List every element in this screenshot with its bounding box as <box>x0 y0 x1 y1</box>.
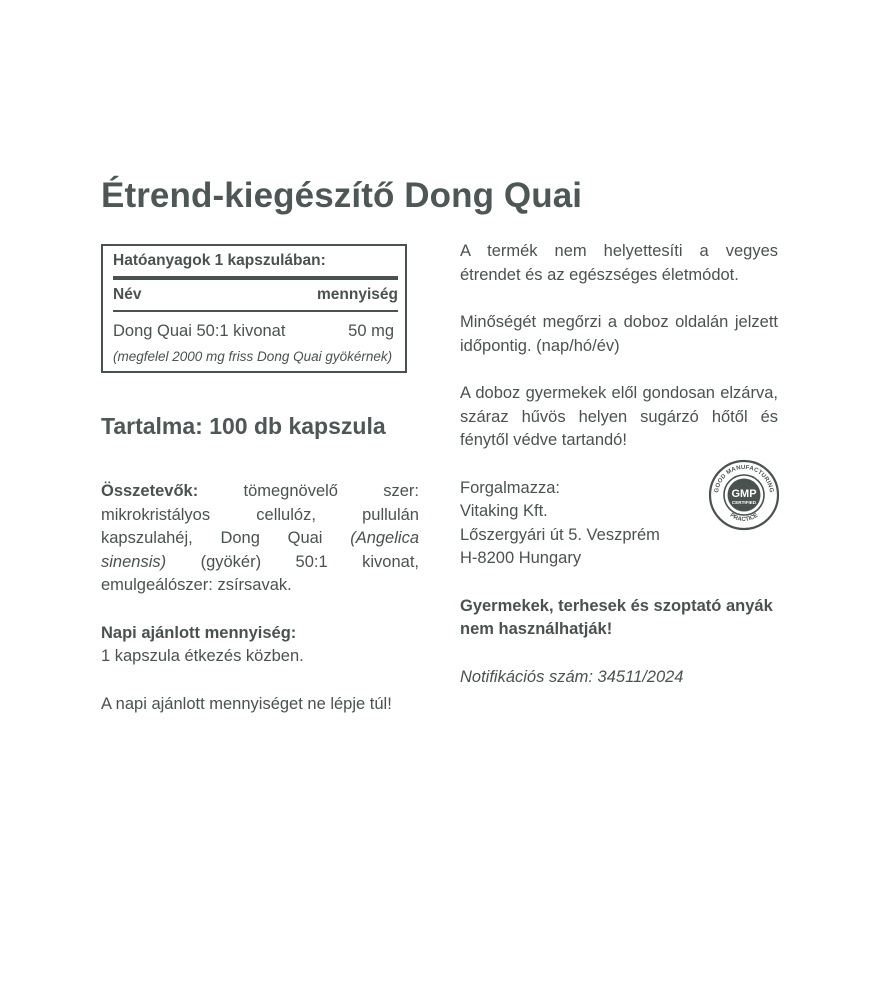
dosage-label: Napi ajánlott mennyiség: <box>101 623 297 642</box>
lifestyle-note: A termék nem helyettesíti a vegyes étrendet és az egészséges életmódot. <box>460 242 778 284</box>
ingredients-label: Összetevők: <box>101 482 199 500</box>
gmp-ring-top-text: GOOD MANUFACTURING <box>714 464 774 493</box>
dosage-warning: A napi ajánlott mennyiséget ne lépje túl! <box>101 694 392 713</box>
right-column <box>460 240 790 689</box>
distributor-block <box>460 464 790 571</box>
gmp-certified-badge <box>708 459 780 531</box>
best-before-note: Minőségét megőrzi a doboz oldalán jelzett időpontig. (nap/hó/év) <box>460 313 778 355</box>
ingredients-part1: tömegnövelő szer: mikrokristályos cellulóz, pullulán kapszulahéj, Dong Quai <box>101 482 419 547</box>
column-name-header: Név <box>113 286 142 303</box>
left-column <box>101 244 421 716</box>
table-column-headers <box>113 280 398 312</box>
table-header: Hatóanyagok 1 kapszulában: <box>113 246 398 280</box>
distributor-address: Lőszergyári út 5. Veszprém <box>460 525 660 544</box>
ingredients-text <box>101 480 419 598</box>
equivalence-note: (megfelel 2000 mg friss Dong Quai gyökérnek) <box>113 349 393 364</box>
distributor-postcode: H-8200 Hungary <box>460 549 582 567</box>
active-ingredients-table <box>101 244 407 373</box>
table-row <box>113 322 398 341</box>
restriction-warning: Gyermekek, terhesek és szoptató anyák nem használhatják! <box>460 596 773 638</box>
gmp-certified-text: CERTIFIED <box>731 499 757 505</box>
dosage-text: 1 kapszula étkezés közben. <box>101 647 304 665</box>
product-title: Étrend-kiegészítő Dong Quai <box>101 176 583 215</box>
gmp-ring-bottom-text: PRACTICE <box>728 512 760 523</box>
distributor-label: Forgalmazza: <box>460 478 560 497</box>
ingredient-name: Dong Quai 50:1 kivonat <box>113 322 286 340</box>
gmp-center-text: GMP <box>731 487 757 500</box>
content-heading: Tartalma: 100 db kapszula <box>101 413 386 439</box>
ingredients-part2: (gyökér) 50:1 kivonat, emulgeálószer: zsírsavak. <box>101 552 419 594</box>
latin-name: (Angelica sinensis) <box>101 529 419 571</box>
ingredient-quantity: 50 mg <box>348 322 394 340</box>
storage-note: A doboz gyermekek elől gondosan elzárva, száraz hűvös helyen sugárzó hőtől és fénytől védve tartandó! <box>460 384 778 449</box>
notification-number: Notifikációs szám: 34511/2024 <box>460 667 684 686</box>
distributor-name: Vitaking Kft. <box>460 502 548 520</box>
column-quantity-header: mennyiség <box>317 286 398 303</box>
svg-text:PRACTICE <box>729 512 760 522</box>
